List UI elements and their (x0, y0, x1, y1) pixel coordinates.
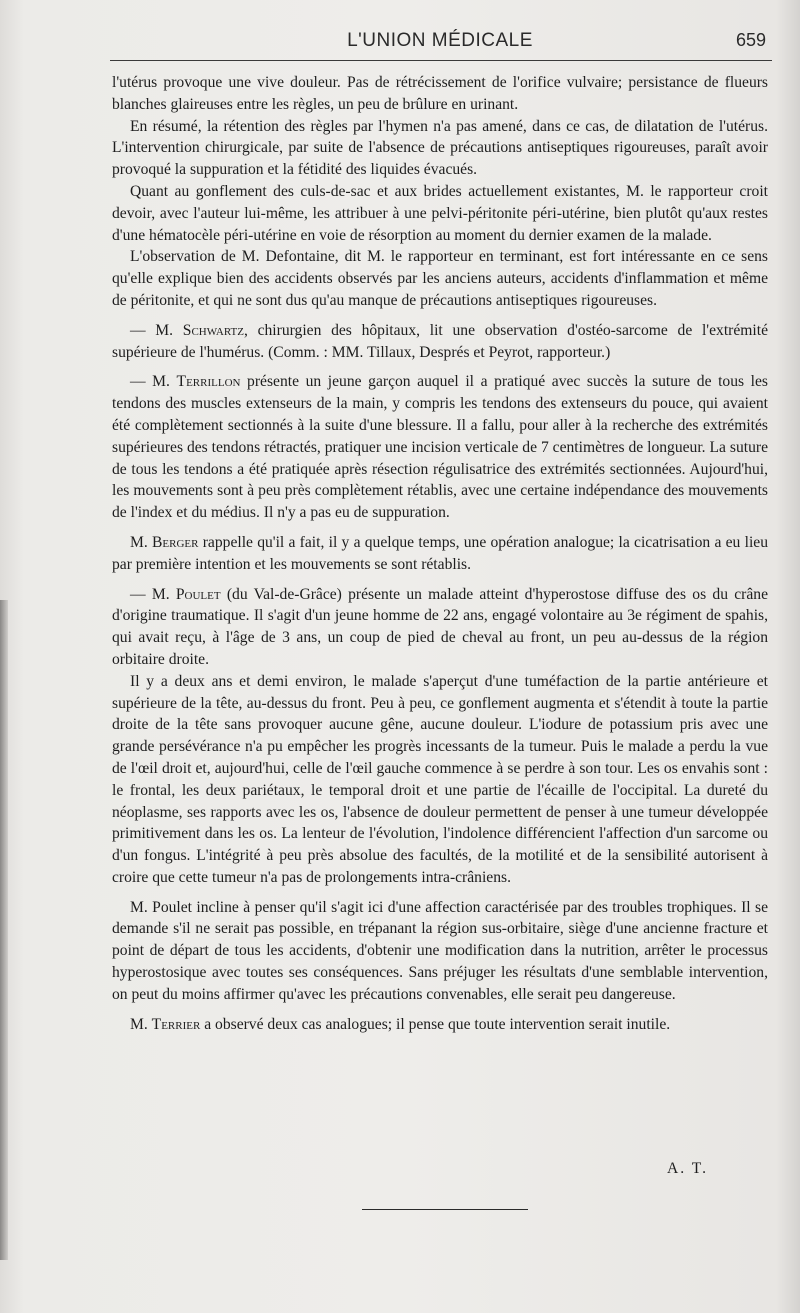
paragraph-text: (du Val-de-Grâce) présente un malade atteint d'hyperostose diffuse des os du crâne d'origine traumatique. Il s'agit d'un jeune homme de 22 ans, engagé volontaire au 3e régiment de spahis, qui avait reçu, à l'âge de 3 ans, un coup de pied de cheval au front, un peu au-dessus de la région orbitaire droite. (112, 585, 768, 668)
paragraph-berger (112, 532, 768, 576)
author-signature: A. T. (666, 1160, 708, 1177)
paragraph-text: , chirurgien des hôpitaux, lit une observation d'ostéo-sarcome de l'extrémité supérieure de l'humérus. (Comm. : MM. Tillaux, Després et Peyrot, rapporteur.) (112, 321, 768, 361)
speaker-name: Terrier (151, 1015, 201, 1033)
paragraph-schwartz (112, 320, 768, 364)
paragraph-gonflement: Quant au gonflement des culs-de-sac et aux brides actuellement existantes, M. le rapporteur croit devoir, avec l'auteur lui-même, les attribuer à une pelvi-péritonite péri-utérine, bien plutôt qu'aux restes d'une hématocèle péri-utérine en voie de résorption au moment du dernier examen de la malade. (112, 182, 768, 244)
speaker-name: Berger (152, 533, 199, 551)
running-header (110, 28, 770, 58)
lead-dash: — M. (130, 373, 177, 391)
lead-text: M. (130, 533, 153, 551)
end-rule (362, 1209, 528, 1210)
paragraph-evolution: Il y a deux ans et demi environ, le malade s'aperçut d'une tuméfaction de la partie antérieure et supérieure de la tête, au-dessus du front. Peu à peu, ce gonflement augmenta et s'étendit à toute la partie droite de la tête sans provoquer aucune gêne, aucune douleur. L'iodure de potassium pris avec une grande persévérance n'a pu empêcher les progrès incessants de la tumeur. Puis le malade a perdu la vue de l'œil droit et, aujourd'hui, celle de l'œil gauche commence à se perdre à son tour. Les os envahis sont : le frontal, les deux pariétaux, le temporal droit et une partie de l'écaille de l'occipital. La dureté du néoplasme, ses rapports avec les os, l'absence de douleur permettent de penser à une tumeur développée primitivement dans les os. La lenteur de l'évolution, l'indolence différencient l'affection d'un sarcome ou d'un fongus. L'intégrité à peu près absolue des facultés, de la motilité et de la sensibilité autorisent à croire que cette tumeur n'a pas de prolongements intra-crâniens. (112, 672, 768, 886)
body-text (112, 72, 768, 1035)
speaker-name: Terrillon (176, 373, 241, 391)
paragraph-text: a observé deux cas analogues; il pense que toute intervention serait inutile. (200, 1015, 671, 1033)
paragraph-defontaine: L'observation de M. Defontaine, dit M. le rapporteur en terminant, est fort intéressante en ce sens qu'elle explique bien des accidents observés par les anciens auteurs, accidents d'inflammation et même de péritonite, et qui ne sont dus qu'au manque de précautions antiseptiques rigoureuses. (112, 248, 768, 309)
header-rule (110, 60, 772, 61)
page-number: 659 (735, 30, 766, 50)
page-binding-edge (0, 600, 8, 1260)
paragraph-poulet (112, 584, 768, 671)
speaker-name: Poulet (175, 585, 221, 603)
paragraph-uterus: l'utérus provoque une vive douleur. Pas de rétrécissement de l'orifice vulvaire; persistance de flueurs blanches glaireuses entre les règles, un peu de brûlure en urinant. (112, 74, 768, 113)
journal-title: L'UNION MÉDICALE (347, 30, 533, 51)
lead-dash: — M. (130, 585, 176, 603)
paragraph-resume: En résumé, la rétention des règles par l'hymen n'a pas amené, dans ce cas, de dilatation de l'utérus. L'intervention chirurgicale, par suite de l'absence de précautions antiseptiques rigoureuses, paraît avoir provoqué la suppuration et la fétidité des liquides évacués. (112, 117, 768, 179)
paragraph-terrillon (112, 371, 768, 524)
lead-text: M. (130, 1015, 152, 1033)
lead-dash: — M. (130, 321, 183, 339)
paragraph-text: rappelle qu'il a fait, il y a quelque temps, une opération analogue; la cicatrisation a eu lieu par première intention et les mouvements se sont rétablis. (112, 533, 768, 573)
paragraph-terrier (112, 1014, 768, 1036)
speaker-name: Schwartz (182, 321, 244, 339)
paragraph-poulet-trophiques: M. Poulet incline à penser qu'il s'agit ici d'une affection caractérisée par des troubles trophiques. Il se demande s'il ne serait pas possible, en trépanant la région sus-orbitaire, siège d'une ancienne fracture et point de départ de tous les accidents, d'obtenir une modification dans la nutrition, arrêter le processus hyperostosique avec toutes ses conséquences. Sans préjuger les résultats d'une semblable intervention, on peut du moins affirmer qu'avec les précautions convenables, elle serait peu dangereuse. (112, 898, 768, 1003)
paragraph-text: présente un jeune garçon auquel il a pratiqué avec succès la suture de tous les tendons des muscles extenseurs de la main, y compris les tendons des extenseurs du pouce, qui avaient été complètement sectionnés à la suite d'une blessure. Il a fallu, pour aller à la recherche des extrémités supérieures des tendons rétractés, pratiquer une incision verticale de 7 centimètres de longueur. La suture de tous les tendons a été pratiquée après résection régulisatrice des extrémités sectionnées. Aujourd'hui, les mouvements sont à peu près complètement rétablis, avec une certaine indépendance des mouvements de l'index et du médius. Il n'y a pas eu de suppuration. (112, 373, 768, 522)
